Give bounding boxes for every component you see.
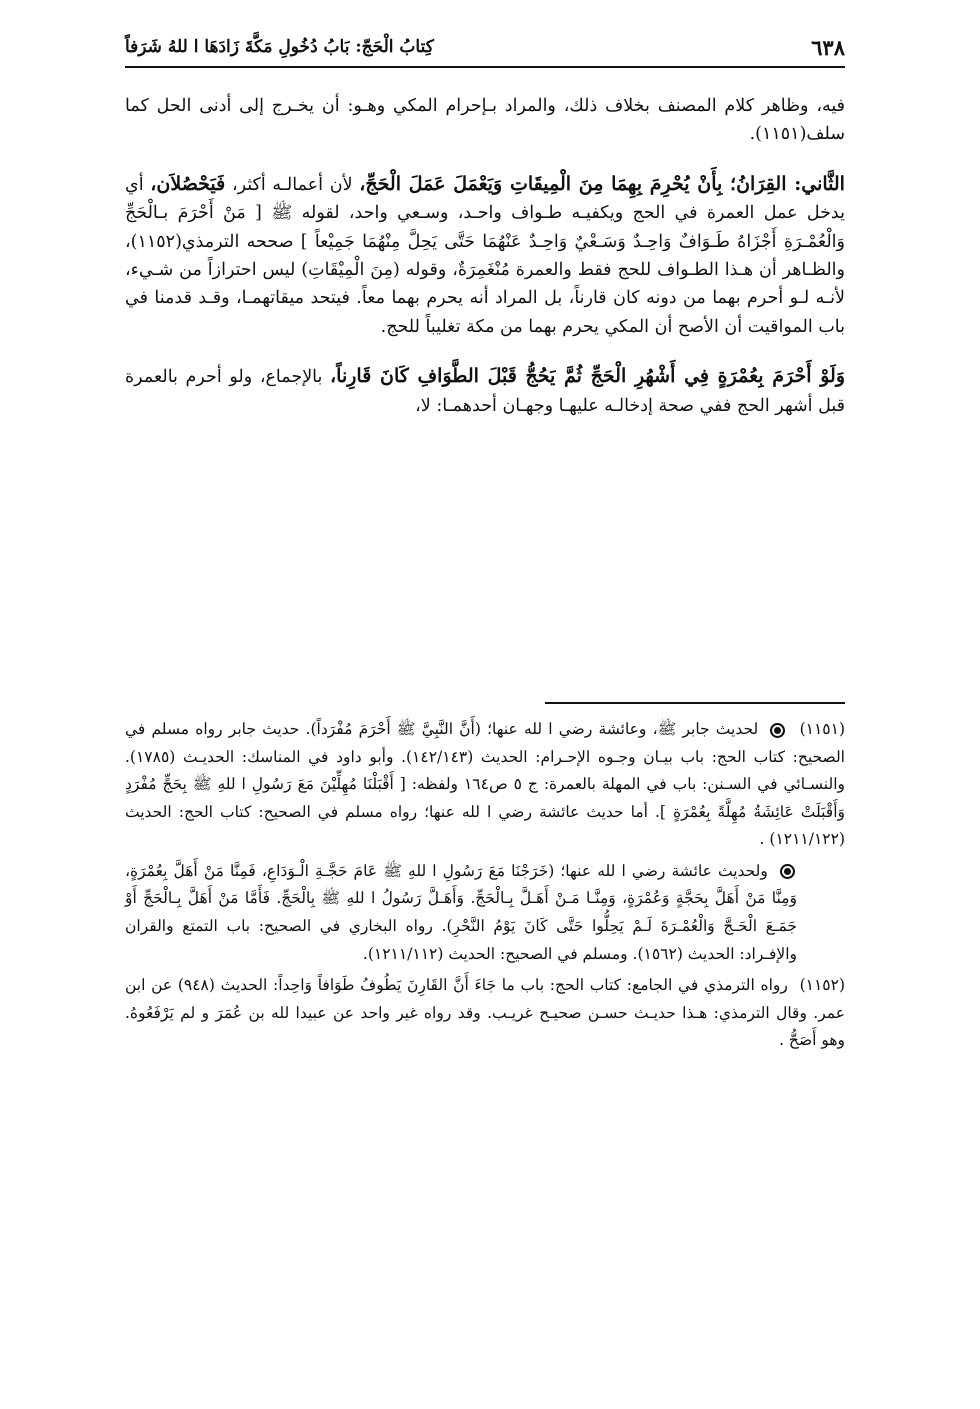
running-title: كِتابُ الْحَجّ: بَابُ دُخُولِ مَكَّةَ زَادَهَا ا للهُ شَرَفاً	[125, 37, 434, 57]
footnote-text: لحديث جابر ﷺ، وعائشة رضي ا لله عنها؛ (أَنَّ النَّبِيَّ ﷺ أَحْرَمَ مُفْرَداً). حديث جابر رواه مسلم في الصحيح: كتاب الحج: باب بيـان وجـوه الإحـرام: الحديث (١٤٢/١٤٣). وأبو داود في المناسك: الحديـث (١٧٨٥). والنسـائي في السـنن: باب في المهلة بالعمرة: ج ٥ ص١٦٤ ولفظه: [ أَقْبَلْنَا مُهِلِّيْنَ مَعَ رَسُولِ ا للهِ ﷺ بِحَجٍّ مُفْرَدٍ وَأَقْبَلَتْ عَائِشَةُ مُهِلَّةً بِعُمْرَةٍ ]. أما حديث عائشة رضي ا لله عنها؛ رواه مسلم في الصحيح: كتاب الحج: الحديث (١٢١١/١٢٢) .	[125, 720, 845, 849]
paragraph-2-text-a: لأن أعمالـه أكثر،	[231, 174, 353, 195]
header-rule	[125, 66, 845, 68]
footnote-rule	[545, 702, 845, 704]
paragraph-1	[125, 92, 845, 149]
paragraph-3-text: بالإجماع، ولو أحرم بالعمرة قبل أشهر الحج ففي صحة إدخالـه عليهـا وجهـان أحدهمـا: لا،	[125, 367, 845, 416]
paragraph-2	[125, 169, 845, 341]
footnote-text: رواه الترمذي في الجامع: كتاب الحج: باب ما جَاءَ أَنَّ القَارِنَ يَطُوفُ طَوَافاً وَاحِداً: الحديث (٩٤٨) عن ابن عمر. وقال الترمذي: هـذا حديـث حسـن صحيـح غريـب. وقد رواه غير واحد عن عبيدا لله بن عُمَرَ و لم يَرْفَعُوهُ. وهو أَصَحُّ .	[125, 976, 845, 1050]
footnote-text: ولحديث عائشة رضي ا لله عنها؛ (خَرَجْنَا مَعَ رَسُولِ ا للهِ ﷺ عَامَ حَجَّـةِ الْـوَدَاعِ، فَمِنَّا مَنْ أَهَلَّ بِعُمْرَةٍ، وَمِنَّا مَنْ أَهَلَّ بِحَجَّةٍ وَعُمْرَةٍ، وَمِنَّـا مَـنْ أَهَـلَّ بِـالْحَجِّ. وَأَهَـلَّ رَسُولُ ا للهِ ﷺ بِالْحَجِّ. فَأَمَّا مَنْ أَهَلَّ بِـالْحَجِّ أَوْ جَمَـعَ الْحَـجَّ وَالْعُمْـرَةَ لَـمْ يَحِلُّوا حَتَّى كَانَ يَوْمُ النَّحْرِ). رواه البخاري في الصحيح: باب التمتع والقران والإفـراد: الحديث (١٥٦٢). ومسلم في الصحيح: الحديث (١٢١١/١١٢).	[125, 861, 797, 963]
footnotes	[125, 716, 845, 1059]
paragraph-2-text-b: أي يدخل عمل العمرة في الحج ويكفيـه طـواف واحـد، وسـعي واحد، لقوله ﷺ	[125, 174, 845, 224]
matn-umrah: وَلَوْ أَحْرَمَ بِعُمْرَةٍ فِي أَشْهُرِ الْحَجِّ ثُمَّ يَحُجُّ قَبْلَ الطَّوَافِ كَانَ قَارِناً،	[330, 365, 845, 388]
footnote-1151	[125, 716, 845, 854]
footnote-1151-continued	[125, 858, 797, 968]
main-text	[125, 92, 845, 420]
bullet-icon	[770, 723, 785, 738]
footnote-number: (١١٥١)	[799, 720, 845, 738]
paragraph-2-text-c: صححه الترمذي(١١٥٢)، والظـاهر أن هـذا الطـواف للحج فقط والعمرة مُنْغَمِرَةٌ، وقوله (مِنَ الْمِيْقَاتِ) ليس احترازاً من شـيء، لأنـه لـو أحرم بهما من دونه كان قارناً، بل المراد أنه يحرم بهما معاً. فيتحد ميقاتهمـا، وقـد قدمنا في باب المواقيت أن الأصح أن المكي يحرم بهما من مكة تغليباً للحج.	[125, 231, 845, 337]
matn-qiran: الثَّاني: القِرَانُ؛ بِأَنْ يُحْرِمَ بِهِمَا مِنَ الْمِيقَاتِ وَيَعْمَلَ عَمَلَ الْحَجِّ،	[359, 172, 845, 195]
paragraph-3	[125, 361, 845, 420]
hadith-quote: [ مَنْ أَحْرَمَ بـالْحَجِّ وَالْعُمْـرَةِ أَجْزَاهُ طَـوَافٌ وَاحِـدٌ وَسَـعْيٌ وَاحِـدٌ عَنْهُمَا حَتَّى يَحِلَّ مِنْهُمَا جَمِيْعاً ]	[125, 203, 845, 252]
footnote-number: (١١٥٢)	[799, 976, 845, 995]
bullet-icon	[780, 864, 795, 879]
footnote-1152	[125, 972, 845, 1055]
paragraph-1-text: فيه، وظاهر كلام المصنف بخلاف ذلك، والمراد بـإحرام المكي وهـو: أن يخـرج إلى أدنى الحل كما سلف(١١٥١).	[125, 96, 845, 145]
page-number: ٦٣٨	[811, 35, 845, 60]
matn-yahsulan: فَيَحْصُلاَن،	[150, 172, 226, 195]
page-header	[125, 30, 845, 66]
